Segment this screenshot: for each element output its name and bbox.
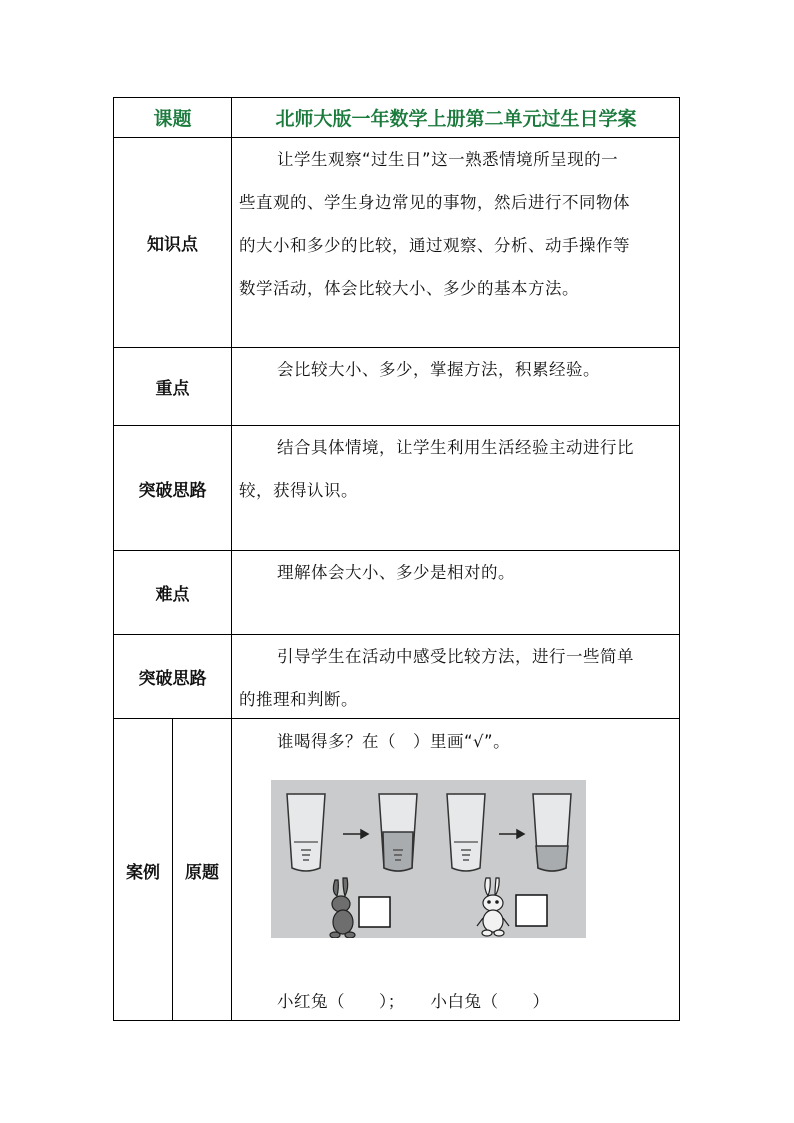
header-label: 课题 bbox=[153, 108, 192, 130]
key-point-text bbox=[239, 348, 679, 391]
difficulty-text bbox=[239, 551, 679, 594]
answer-box bbox=[516, 895, 547, 926]
white-rabbit-icon bbox=[477, 878, 509, 936]
page-title: 北师大版一年数学上册第二单元过生日学案 bbox=[275, 108, 637, 130]
text-line: 结合具体情境，让学生利用生活经验主动进行比 bbox=[277, 438, 634, 457]
cup-icon bbox=[447, 794, 485, 871]
column-divider bbox=[231, 98, 232, 1021]
answer-box bbox=[359, 897, 390, 927]
row-label-knowledge: 知识点 bbox=[147, 235, 198, 255]
text-line: 较，获得认识。 bbox=[239, 481, 358, 500]
approach-2-text bbox=[239, 635, 679, 721]
answer-text: 小红兔（ ）； 小白兔（ ） bbox=[277, 992, 550, 1011]
lesson-table bbox=[113, 97, 680, 1021]
red-rabbit-icon bbox=[330, 878, 355, 938]
cup-icon bbox=[533, 794, 571, 871]
cup-icon bbox=[379, 794, 417, 871]
text-line: 的推理和判断。 bbox=[239, 690, 358, 709]
text-line: 引导学生在活动中感受比较方法，进行一些简单 bbox=[277, 647, 634, 666]
row-label-approach-2: 突破思路 bbox=[138, 669, 207, 689]
knowledge-text bbox=[239, 138, 679, 310]
text-line: 理解体会大小、多少是相对的。 bbox=[277, 563, 515, 582]
cup-icon bbox=[287, 794, 325, 871]
text-line: 让学生观察“过生日”这一熟悉情境所呈现的一 bbox=[277, 150, 619, 169]
cups-drawing bbox=[271, 780, 586, 938]
arrow-icon bbox=[343, 830, 368, 838]
row-label-key-point: 重点 bbox=[155, 379, 190, 399]
text-line: 的大小和多少的比较，通过观察、分析、动手操作等 bbox=[239, 236, 630, 255]
case-answer bbox=[239, 980, 679, 1023]
case-question bbox=[239, 720, 679, 763]
question-text: 谁喝得多？在（ ）里画“√”。 bbox=[277, 732, 511, 751]
cups-illustration bbox=[271, 780, 586, 938]
text-line: 会比较大小、多少，掌握方法，积累经验。 bbox=[277, 360, 600, 379]
approach-1-text bbox=[239, 426, 679, 512]
arrow-icon bbox=[499, 830, 524, 838]
text-line: 些直观的、学生身边常见的事物，然后进行不同物体 bbox=[239, 193, 630, 212]
text-line: 数学活动，体会比较大小、多少的基本方法。 bbox=[239, 279, 579, 298]
row-label-original-question: 原题 bbox=[185, 862, 219, 883]
row-label-case: 案例 bbox=[126, 862, 160, 883]
row-label-difficulty: 难点 bbox=[155, 585, 190, 605]
row-label-approach-1: 突破思路 bbox=[138, 480, 207, 501]
